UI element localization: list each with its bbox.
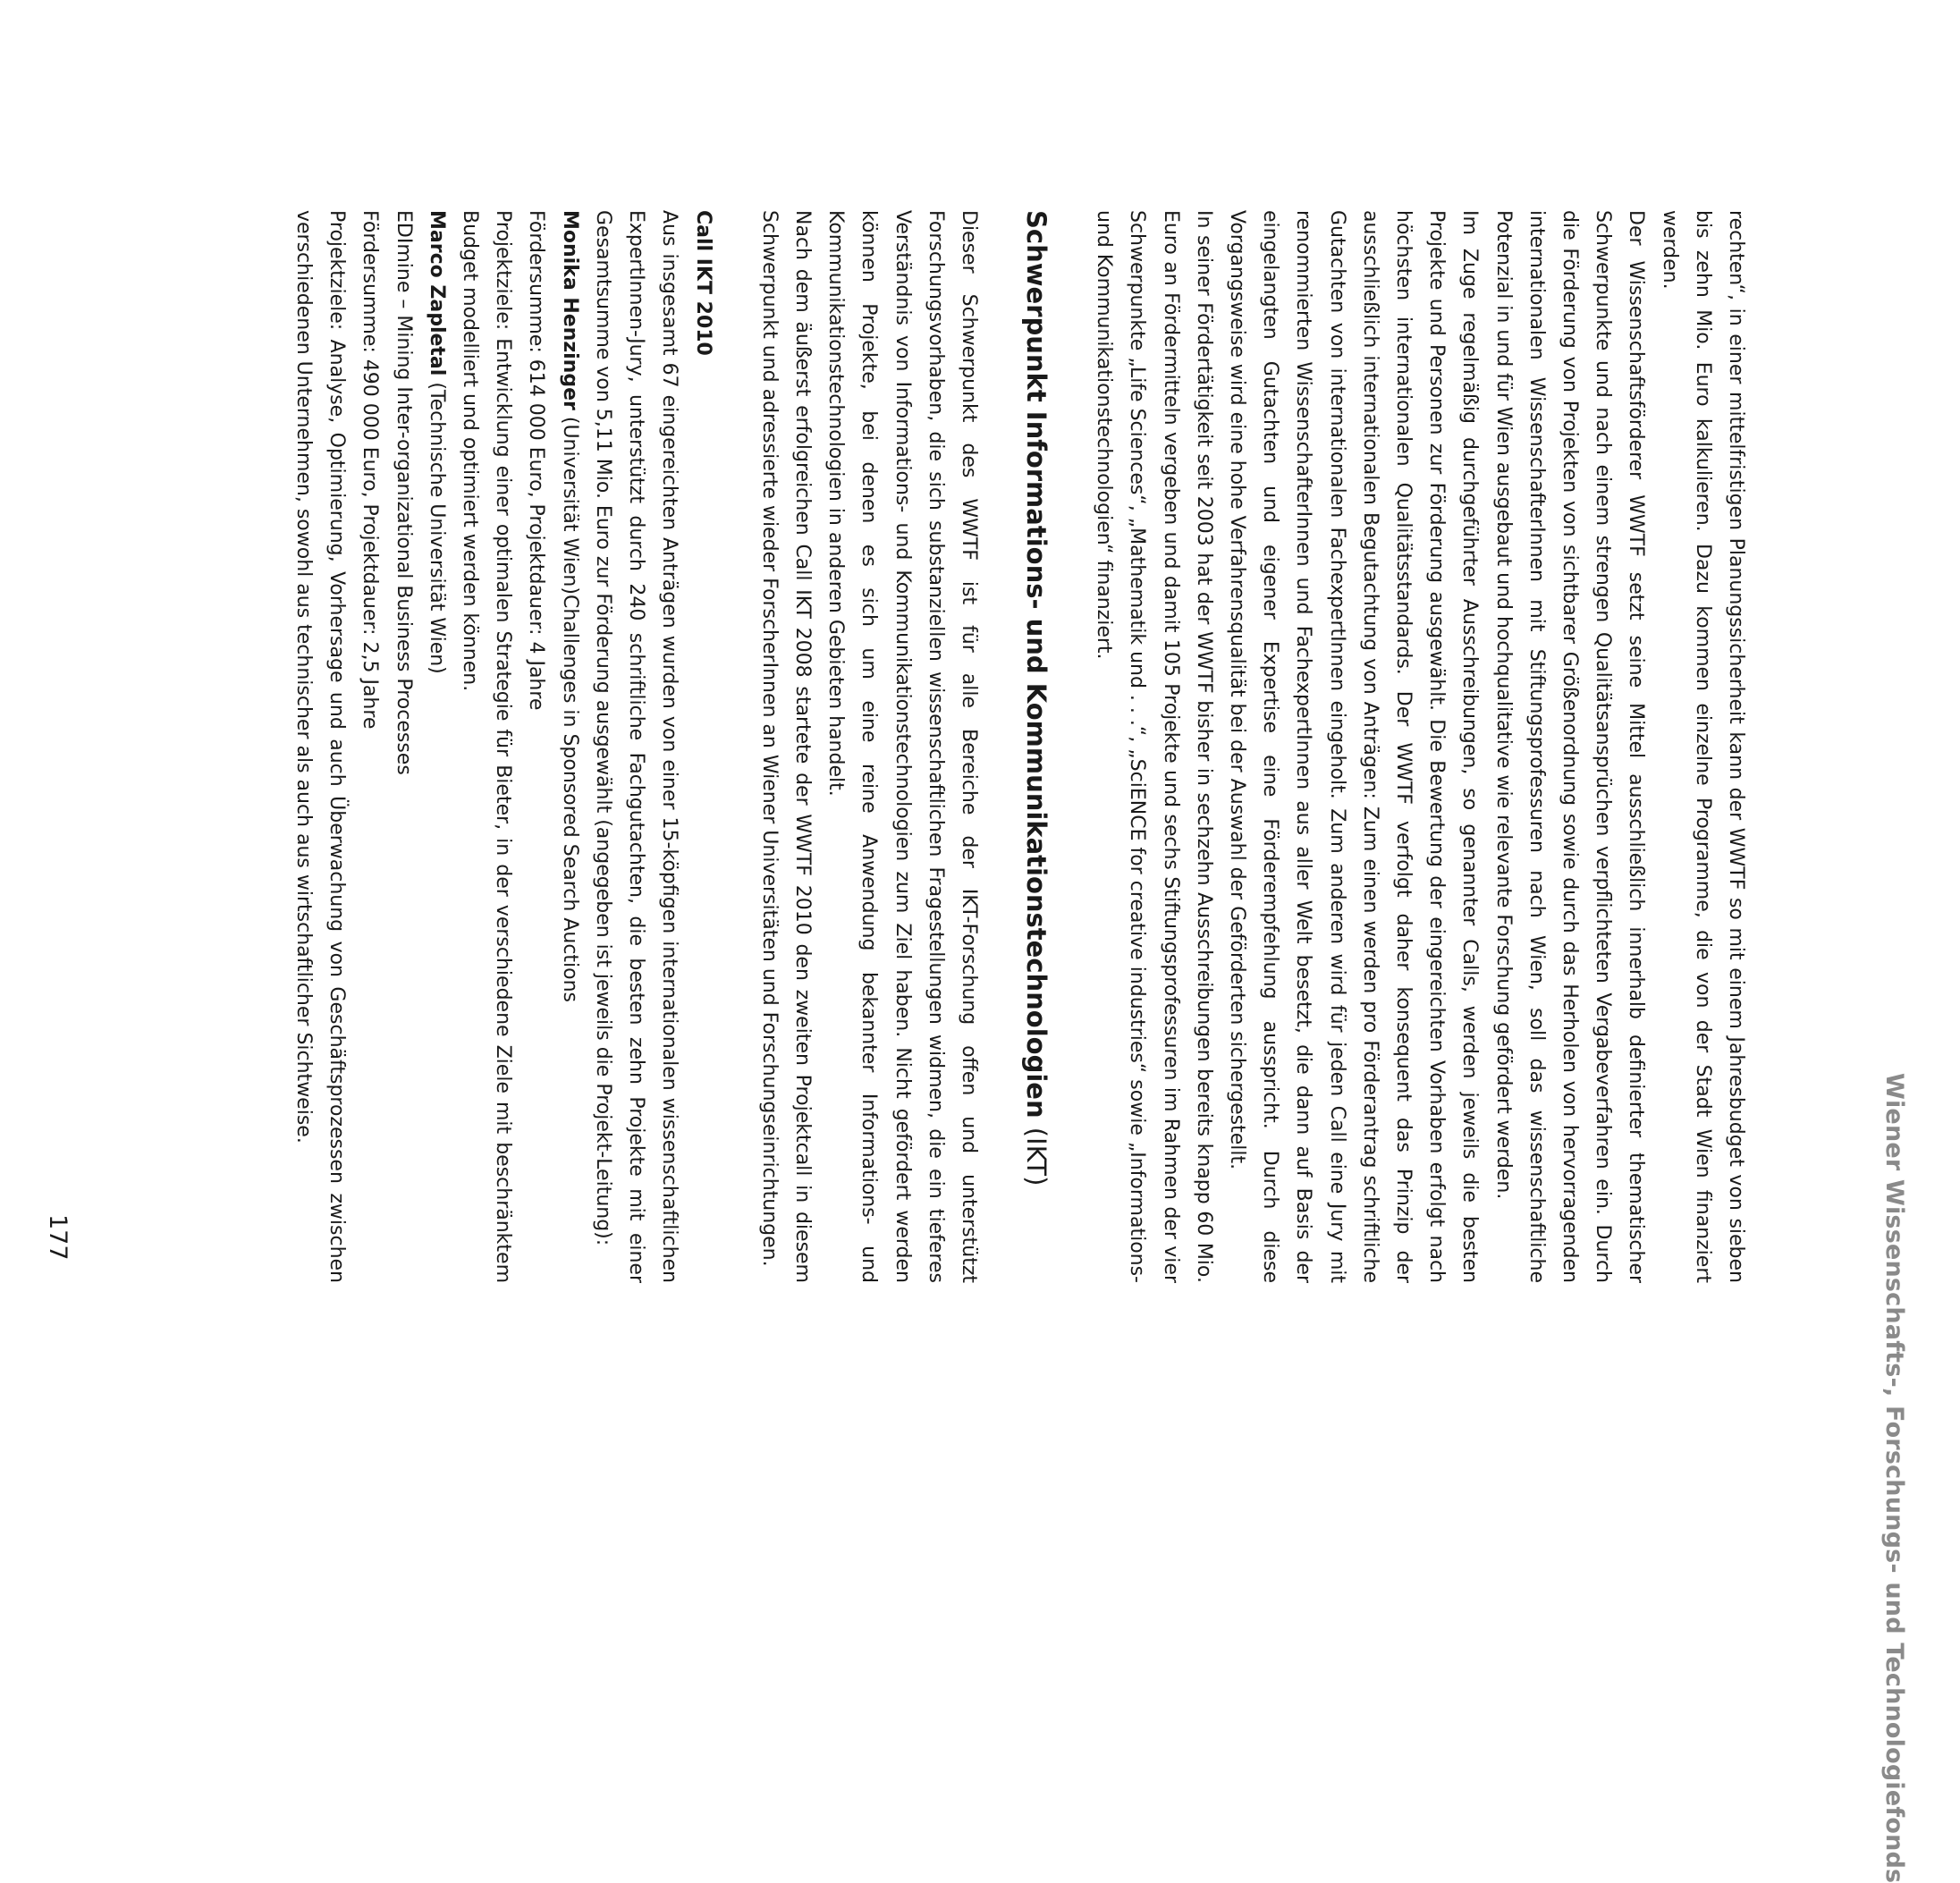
section-heading-text: Schwerpunkt Informations- und Kommunikationstechnologien (1020, 210, 1052, 1119)
spacer (985, 210, 1018, 1283)
project-goals: Projektziele: Analyse, Optimierung, Vorhersage und auch Überwachung von Geschäftsprozessen zwischen verschiedenen Unternehmen, sowohl aus technischer als auch aus wirtschaftlicher Sichtweise. (292, 210, 349, 1283)
section-heading-abbr: (IKT) (1020, 1127, 1052, 1186)
intro-paragraph-1: rechten“, in einer mittelfristigen Planungssicherheit kann der WWTF so mit einem Jahresbudget von sieben bis zehn Mio. Euro kalkulieren. Dazu kommen einzelne Programme, die von der Stadt Wien finanziert werden. (1658, 210, 1747, 1283)
project-goals: Projektziele: Entwicklung einer optimalen Strategie für Bieter, in der verschiedene Ziele mit beschränktem Budget modelliert und optimiert werden können. (459, 210, 515, 1283)
project-entry-heading (420, 210, 453, 1283)
project-title: EDImine – Mining Inter-organizational Business Processes (392, 210, 415, 775)
project-leader-name: Marco Zapletal (425, 210, 448, 376)
running-header: Wiener Wissenschafts-, Forschungs- und Technologiefonds (1880, 1073, 1908, 1883)
section-heading (1018, 210, 1054, 1283)
project-affiliation: (Universität Wien)Challenges in Sponsored Search Auctions (558, 410, 581, 1003)
intro-paragraph-3: Im Zuge regelmäßig durchgeführter Ausschreibungen, so genannter Calls, werden jeweils die besten Projekte und Personen zur Förderung ausgewählt. Die Bewertung der eingereichten Vorhaben erfolgt nach höchsten internationalen Qualitätsstandards. Der WWTF verfolgt daher konsequent das Prinzip der ausschließlich internationalen Begutachtung von Anträgen: Zum einen werden pro Förderantrag schriftliche Gutachten von internationalen FachexpertInnen eingeholt. Zum anderen wird für jeden Call eine Jury mit renommierten WissenschafterInnen und FachexpertInnen aus aller Welt besetzt, die dann auf Basis der eingelangten Gutachten und eigener Expertise eine Förderempfehlung ausspricht. Durch diese Vorgangsweise wird eine hohe Verfahrensqualität bei der Auswahl der Geförderten sichergestellt. (1225, 210, 1482, 1283)
spacer (720, 210, 753, 1283)
project-funding: Fördersumme: 490 000 Euro, Projektdauer: 2,5 Jahre (359, 210, 382, 730)
section-paragraph-1: Dieser Schwerpunkt des WWTF ist für alle Bereiche der IKT-Forschung offen und unterstützt Forschungsvorhaben, die sich substanziellen wissenschaftlichen Fragestellungen widmen, die ein tieferes Verständnis von Informations- und Kommunikationstechnologien zum Ziel haben. Nicht gefördert werden können Projekte, bei denen es sich um eine reine Anwendung bekannter Informations- und Kommunikationstechnologien in anderen Gebieten handelt. (824, 210, 980, 1283)
project-affiliation: (Technische Universität Wien) (425, 376, 448, 674)
spacer (1054, 210, 1087, 1283)
section-paragraph-2: Nach dem äußerst erfolgreichen Call IKT 2008 startete der WWTF 2010 den zweiten Projektcall in diesem Schwerpunkt und adressierte wieder ForscherInnen an Wiener Universitäten und Forschungseinrichtungen. (757, 210, 814, 1283)
project-funding: Fördersumme: 614 000 Euro, Projektdauer: 4 Jahre (525, 210, 548, 711)
call-paragraph: Aus insgesamt 67 eingereichten Anträgen wurden von einer 15-köpfigen internationalen wissenschaftlichen ExpertInnen-Jury, unterstützt durch 240 schriftliche Fachgutachten, die besten zehn Projekte mit einer Gesamtsumme von 5,11 Mio. Euro zur Förderung ausgewählt (angegeben ist jeweils die Projekt-Leitung): (591, 210, 681, 1283)
project-entry-heading (553, 210, 587, 1283)
project-leader-name: Monika Henzinger (558, 210, 581, 410)
page-body (287, 210, 1753, 1283)
page-number: 177 (44, 1214, 72, 1261)
call-heading: Call IKT 2010 (691, 210, 714, 356)
intro-paragraph-4: In seiner Fördertätigkeit seit 2003 hat der WWTF bisher in sechzehn Ausschreibungen bereits knapp 60 Mio. Euro an Fördermitteln vergeben und damit 105 Projekte und sechs Stiftungsprofessuren im Rahmen der vier Schwerpunkte „Life Sciences“, „Mathematik und . . .“, „SciENCE for creative industries“ sowie „Informations- und Kommunikationstechnologien“ finanziert. (1093, 210, 1215, 1283)
intro-paragraph-2: Der Wissenschaftsförderer WWTF setzt seine Mittel ausschließlich innerhalb definierter thematischer Schwerpunkte und nach einem strengen Qualitätsansprüchen verpflichteten Vergabeverfahren ein. Durch die Förderung von Projekten von sichtbarer Größenordnung sowie durch das Herholen von hervorragenden internationalen WissenschafterInnen mit Stiftungsprofessuren nach Wien, soll das wissenschaftliche Potenzial in und für Wien ausgebaut und hochqualitative wie relevante Forschung gefördert werden. (1491, 210, 1648, 1283)
